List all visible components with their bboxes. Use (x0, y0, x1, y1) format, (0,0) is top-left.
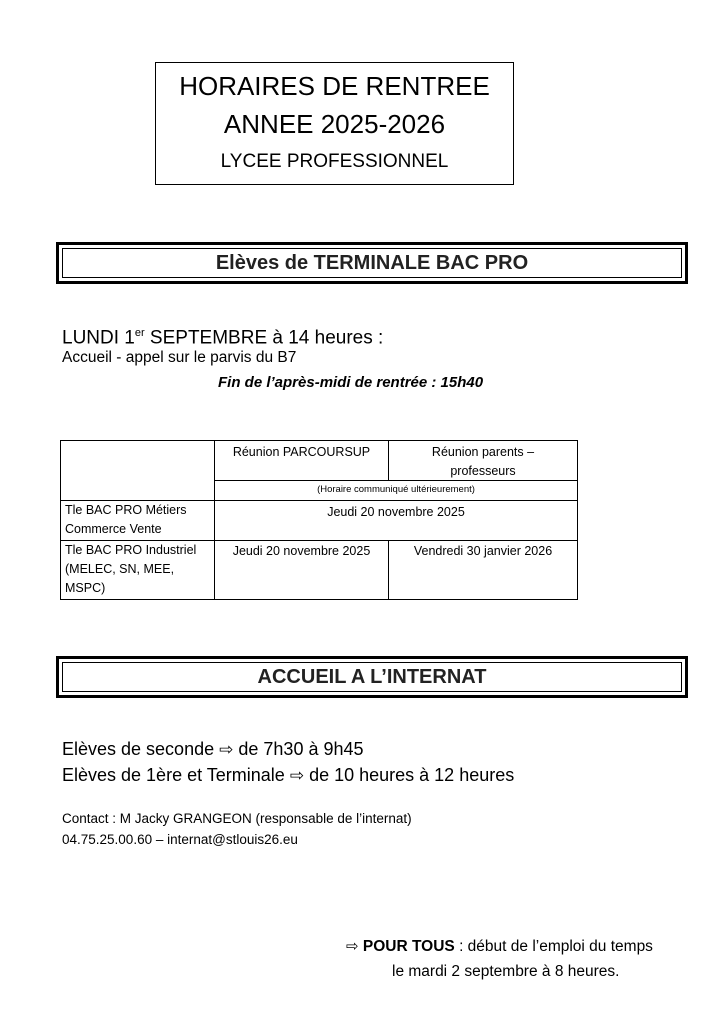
row-industriel-parents: Vendredi 30 janvier 2026 (413, 544, 553, 558)
right-arrow-icon: ⇨ (219, 740, 234, 759)
pour-tous-date: le mardi 2 septembre à 8 heures. (392, 963, 620, 980)
row-industriel-parcoursup: Jeudi 20 novembre 2025 (232, 544, 371, 558)
row-commerce-date: Jeudi 20 novembre 2025 (327, 505, 465, 519)
banner-terminale-label: Elèves de TERMINALE BAC PRO (62, 248, 682, 278)
rentree-date: LUNDI 1er SEPTEMBRE à 14 heures : (62, 327, 384, 349)
title-line-3: LYCEE PROFESSIONNEL (220, 151, 449, 172)
banner-internat-label: ACCUEIL A L’INTERNAT (62, 662, 682, 692)
fin-rentree: Fin de l’après-midi de rentrée : 15h40 (218, 374, 484, 391)
accueil-text: Accueil - appel sur le parvis du B7 (62, 349, 297, 366)
title-line-2: ANNEE 2025-2026 (223, 109, 446, 139)
section-banner-terminale (56, 242, 688, 284)
pour-tous-label: POUR TOUS (362, 938, 455, 955)
row-label-commerce: Tle BAC PRO Métiers Commerce Vente (65, 503, 187, 536)
internat-seconde: Elèves de seconde ⇨ de 7h30 à 9h45 (62, 739, 364, 759)
table-note: (Horaire communiqué ultérieurement) (317, 484, 475, 495)
header-parcoursup: Réunion PARCOURSUP (232, 445, 371, 459)
schedule-table (60, 440, 578, 600)
internat-phone-email: 04.75.25.00.60 – internat@stlouis26.eu (62, 832, 298, 847)
internat-contact: Contact : M Jacky GRANGEON (responsable de l’internat) (62, 811, 412, 826)
internat-premiere-terminale: Elèves de 1ère et Terminale ⇨ de 10 heures à 12 heures (62, 765, 515, 785)
title-box (155, 62, 514, 185)
header-parents: Réunion parents – professeurs (431, 445, 535, 478)
title-line-1: HORAIRES DE RENTREE (179, 71, 490, 101)
right-arrow-icon: ⇨ (289, 766, 305, 785)
right-arrow-icon: ⇨ (346, 938, 359, 955)
pour-tous-line: ⇨ POUR TOUS : début de l’emploi du temps (346, 938, 653, 955)
row-label-industriel: Tle BAC PRO Industriel (MELEC, SN, MEE, MSPC) (65, 543, 197, 595)
section-banner-internat (56, 656, 688, 698)
